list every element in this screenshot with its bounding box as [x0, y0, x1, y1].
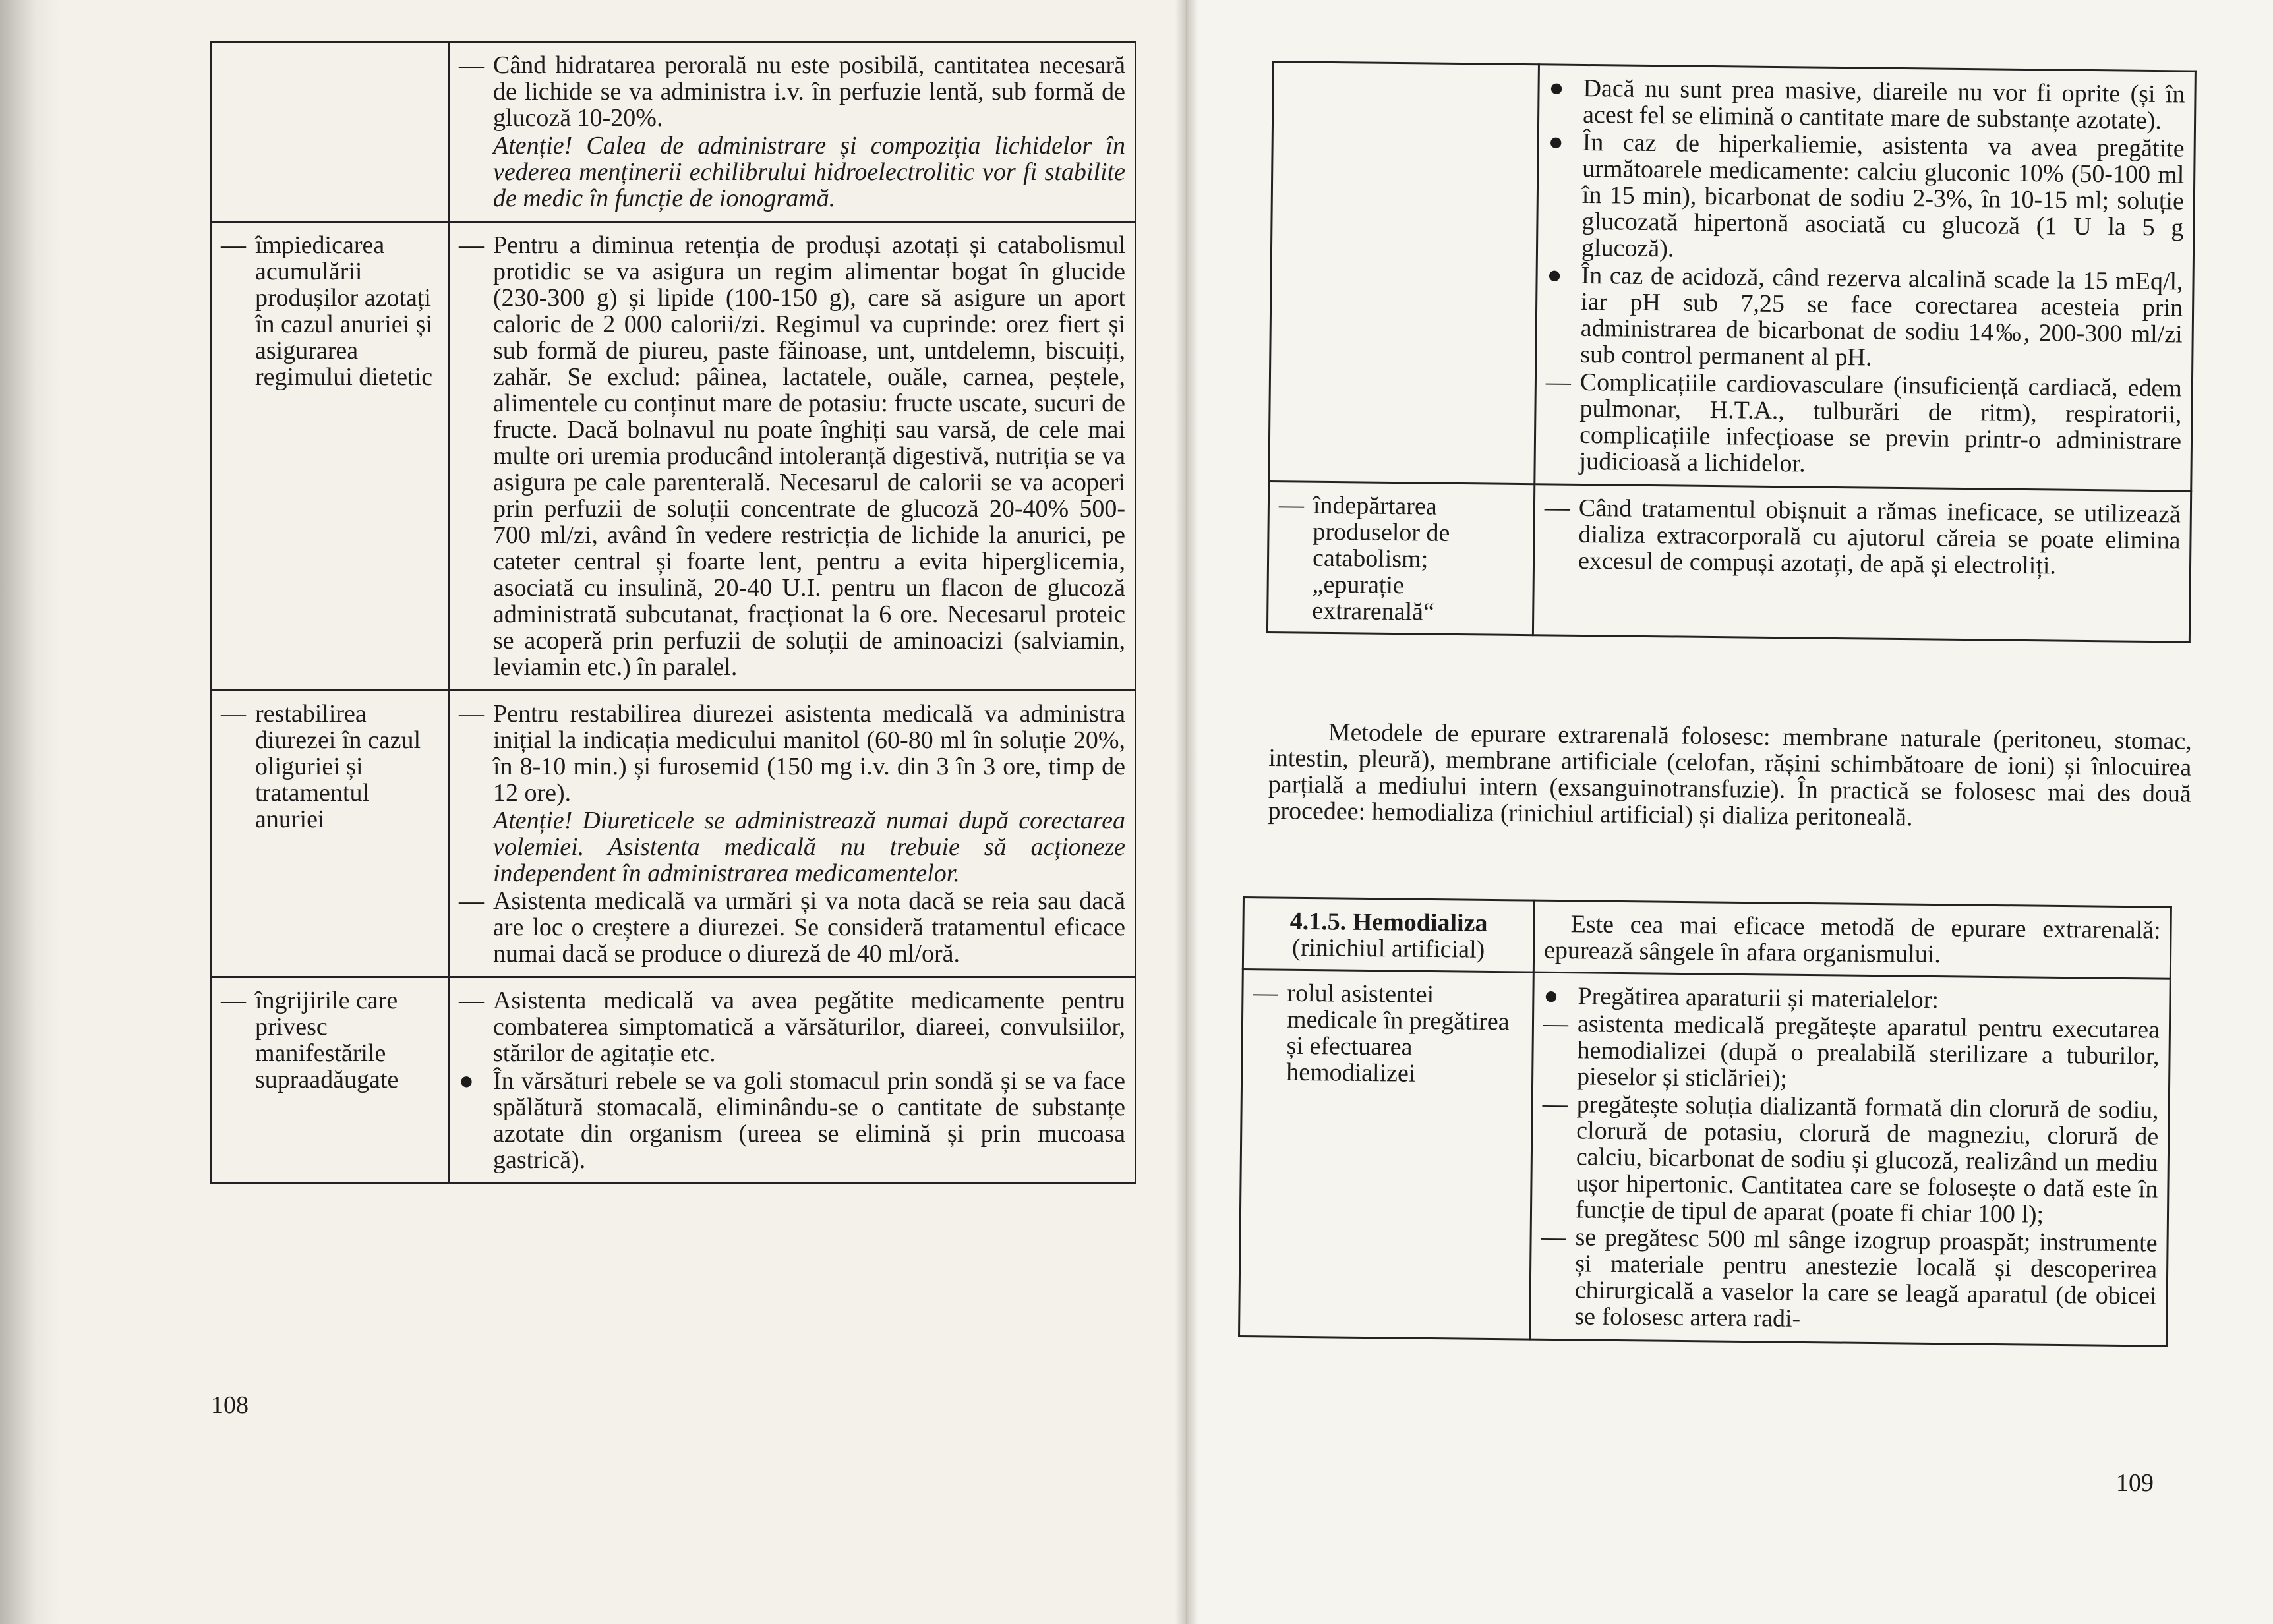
bullet-marker: ● — [1547, 261, 1562, 289]
action-paragraph — [1543, 1010, 2160, 1096]
action-text: Pentru a diminua retenția de produși azotați și catabolismul protidic se va asigura un regim alimentar bogat în glucide (230-300 g) și lipide (100-150 g), care să asigure un aport caloric de 2 000 calorii/zi. Regimul va cuprinde: orez fiert și sub formă de piureu, paste făinoase, unt, untdelemn, biscuiți, zahăr. Se exclud: pâinea, lactatele, ouăle, carnea, peștele, alimentele cu conținut mare de potasiu: fructe uscate, sucuri de fructe. Dacă bolnavul nu poate înghiți sau varsă, de cele mai multe ori uremia producând intoleranță digestivă, nutriția se va asigura pe cale parenterală. Necesarul de calorii se va acoperi prin perfuzii de soluții concentrate de glucoză 20-40% 500-700 ml/zi, având în vedere restricția de lichide la anurici, pe cateter central și foarte lent, pentru a evita hiperglicemia, asociată cu insulină, 20-40 U.I. pentru un flacon de glucoză administrată subcutanat, fracționat la 6 ore. Necesarul proteic se acoperă prin perfuzii de soluții de aminoacizi (salviamin, leviamin etc.) în paralel. — [493, 231, 1125, 681]
objective-cell — [211, 691, 449, 977]
dash-marker — [459, 132, 484, 212]
action-text: În caz de hiperkaliemie, asistenta va avea pregătite următoarele medicamente: calciu gluconic 10% (50-100 ml în 15 min), bicarbonat de sodiu 2-3%, în 10-15 ml; soluție glucozată hipertonă asociată cu glucoză (1 U la 5 g glucoză). — [1581, 128, 2185, 263]
bullet-marker: ● — [1548, 128, 1564, 156]
table-row — [211, 222, 1136, 691]
action-paragraph — [1540, 1224, 2158, 1336]
hemodialysis-header-row — [1243, 898, 2171, 979]
action-text: Asistenta medicală va urmări și va nota dacă se reia sau dacă are loc o creștere a diurezei. Se consideră tratamentul eficace numai dacă se produce o diureză de 40 ml/oră. — [493, 887, 1125, 968]
objective-cell — [211, 222, 449, 691]
hemodialysis-table — [1238, 896, 2172, 1347]
objective-text: îngrijirile care privesc manifestările supraadăugate — [255, 987, 399, 1093]
action-paragraph — [459, 987, 1125, 1066]
actions-cell — [449, 222, 1136, 691]
action-text: se pregătesc 500 ml sânge izogrup proaspăt; instrumente și materiale pentru anestezie locală și descoperirea chirurgicală a vaselor la care se leagă aparatul (de obicei se folosesc artera radi- — [1574, 1223, 2158, 1333]
action-text: Complicațiile cardiovasculare (insuficiență cardiacă, edem pulmonar, H.T.A., tulburări de ritm), respiratorii, complicațiile infecțioase se previn printr-o administrare judicioasă a lichidelor. — [1579, 368, 2183, 478]
action-text: În caz de acidoză, când rezerva alcalină scade la 15 mEq/l, iar pH sub 7,25 se face corectarea acesteia prin administrarea de bicarbonat de sodiu 14‰, 200-300 ml/zi sub control permanent al pH. — [1580, 261, 2183, 372]
action-paragraph — [1541, 1091, 2159, 1229]
action-paragraph — [1546, 262, 2183, 374]
action-paragraph — [459, 701, 1125, 806]
action-paragraph — [459, 888, 1125, 967]
dash-marker: — — [459, 700, 484, 728]
role-actions-cell — [1529, 972, 2170, 1346]
page-number-left: 108 — [211, 1391, 249, 1419]
action-text: În vărsături rebele se va goli stomacul prin sondă și se va face spălătură stomacală, eliminându-se o cantitate de substanțe azotate din organism (ureea se elimină și prin mucoasa gastrică). — [493, 1067, 1125, 1174]
dash-marker — [459, 807, 484, 886]
action-text: Pregătirea aparaturii și materialelor: — [1578, 982, 1939, 1014]
care-plan-table-right — [1266, 61, 2197, 643]
action-text: Pentru restabilirea diurezei asistenta medicală va administra inițial la indicația medicului manitol (60-80 ml în soluție 20%, în 8-10 min.) și furosemid (150 mg i.v. din 3 în 3 ore, timp de 12 ore). — [493, 700, 1125, 807]
dash-marker: — — [1544, 494, 1570, 522]
dash-marker: — — [1543, 1009, 1569, 1038]
bullet-marker: ● — [1543, 981, 1559, 1010]
scan-edge-shadow — [0, 0, 59, 1624]
dash-marker: — — [459, 231, 484, 259]
action-text: Când tratamentul obișnuit a rămas ineficace, se utilizează dializa extracorporală cu ajutorul căreia se poate elimina excesul de compuși azotați, de apă și electroliți. — [1578, 494, 2181, 580]
action-paragraph — [459, 132, 1125, 212]
section-title: 4.1.5. Hemodializa — [1289, 907, 1488, 937]
actions-cell — [449, 691, 1136, 977]
section-description-cell — [1533, 900, 2171, 979]
action-text: Când hidratarea perorală nu este posibilă, cantitatea necesară de lichide se va administra i.v. în perfuzie lentă, sub formă de glucoză 10-20%. — [493, 51, 1125, 132]
section-heading-cell — [1243, 898, 1534, 973]
action-paragraph — [1544, 494, 2181, 580]
care-plan-table-left — [210, 41, 1136, 1184]
table-row — [1269, 62, 2196, 492]
page-number-right: 109 — [2116, 1469, 2154, 1497]
action-paragraph — [459, 232, 1125, 680]
dash-marker: — — [1253, 979, 1278, 1007]
attention-note: Atenție! Diureticele se administrează numai după corectarea volemiei. Asistenta medicală nu trebuie să acționeze independent în administrarea medicamentelor. — [493, 807, 1125, 887]
bullet-marker: ● — [1549, 74, 1564, 102]
objective-cell — [211, 977, 449, 1184]
objective-cell — [1267, 481, 1534, 635]
action-paragraph — [1547, 129, 2185, 267]
dash-marker: — — [221, 987, 246, 1014]
actions-cell — [1533, 484, 2191, 642]
dash-marker: — — [1541, 1223, 1566, 1252]
role-objective: rolul asistentei medicale în pregătirea și efectuarea hemodializei — [1285, 979, 1510, 1088]
hemodialysis-role-row — [1239, 970, 2171, 1347]
action-paragraph — [1549, 74, 2185, 134]
section-description: Este cea mai eficace metodă de epurare extrarenală: epurează sângele în afara organismului. — [1543, 910, 2161, 969]
dash-marker: — — [1542, 1089, 1568, 1118]
action-text: asistenta medicală pregătește aparatul pentru executarea hemodializei (după o prealabilă sterilizare a tuburilor, pieselor și sticlăriei); — [1576, 1010, 2160, 1093]
role-objective-cell — [1239, 970, 1534, 1340]
actions-cell — [449, 42, 1136, 222]
table-row — [211, 691, 1136, 977]
table-row — [1267, 481, 2191, 642]
action-text: pregătește soluția dializantă formată din clorură de sodiu, clorură de potasiu, clorură de magneziu, clorură de calciu, bicarbonat de sodiu și glucoză, realizând un mediu ușor hipertonic. Cantitatea care se folosește o dată este în funcție de tipul de aparat (poate fi chiar 100 l); — [1575, 1090, 2159, 1229]
table-row — [211, 977, 1136, 1184]
objective-cell — [1269, 62, 1539, 484]
attention-note: Atenție! Calea de administrare și compoziția lichidelor în vederea menținerii echilibrului hidroelectrolitic vor fi stabilite de medic în funcție de ionogramă. — [493, 132, 1125, 212]
actions-cell — [449, 977, 1136, 1184]
epuration-methods-paragraph: Metodele de epurare extrarenală folosesc: membrane naturale (peritoneu, stomac, intestin, pleură), membrane artificiale (celofan, rășini schimbătoare de ioni) și înlocuirea parțială a mediului intern (exsanguinotransfuzie). În practică se folosesc mai des două procedee: hemodializa (rinichiul artificial) și dializa peritoneală. — [1268, 718, 2192, 832]
dash-marker: — — [1545, 368, 1572, 396]
action-text: Dacă nu sunt prea masive, diareile nu vor fi oprite (și în acest fel se elimină o cantitate mare de substanțe azotate). — [1582, 74, 2185, 135]
objective-text: restabilirea diurezei în cazul oliguriei și tratamentul anuriei — [255, 700, 421, 833]
action-paragraph — [1545, 368, 2182, 480]
dash-marker: — — [459, 987, 484, 1014]
dash-marker: — — [221, 700, 246, 728]
dash-marker: — — [1278, 491, 1305, 519]
bullet-marker: ● — [459, 1067, 474, 1095]
dash-marker: — — [459, 51, 484, 79]
objective-text: îndepărtarea produselor de catabolism; „epurație extrarenală“ — [1312, 491, 1450, 626]
dash-marker: — — [221, 231, 246, 259]
table-row — [211, 42, 1136, 222]
objective-cell — [211, 42, 449, 222]
book-gutter — [1175, 0, 1198, 1624]
action-paragraph — [459, 52, 1125, 131]
section-subtitle: (rinichiul artificial) — [1291, 933, 1485, 964]
action-paragraph — [459, 807, 1125, 886]
action-text: Asistenta medicală va avea pegătite medicamente pentru combaterea simptomatică a vărsăturilor, diareei, convulsiilor, stărilor de agitație etc. — [493, 987, 1125, 1067]
objective-text: împiedicarea acumulării produșilor azotați în cazul anuriei și asigurarea regimului dietetic — [255, 231, 433, 391]
action-paragraph — [459, 1068, 1125, 1173]
actions-cell — [1535, 65, 2196, 491]
dash-marker: — — [459, 887, 484, 915]
